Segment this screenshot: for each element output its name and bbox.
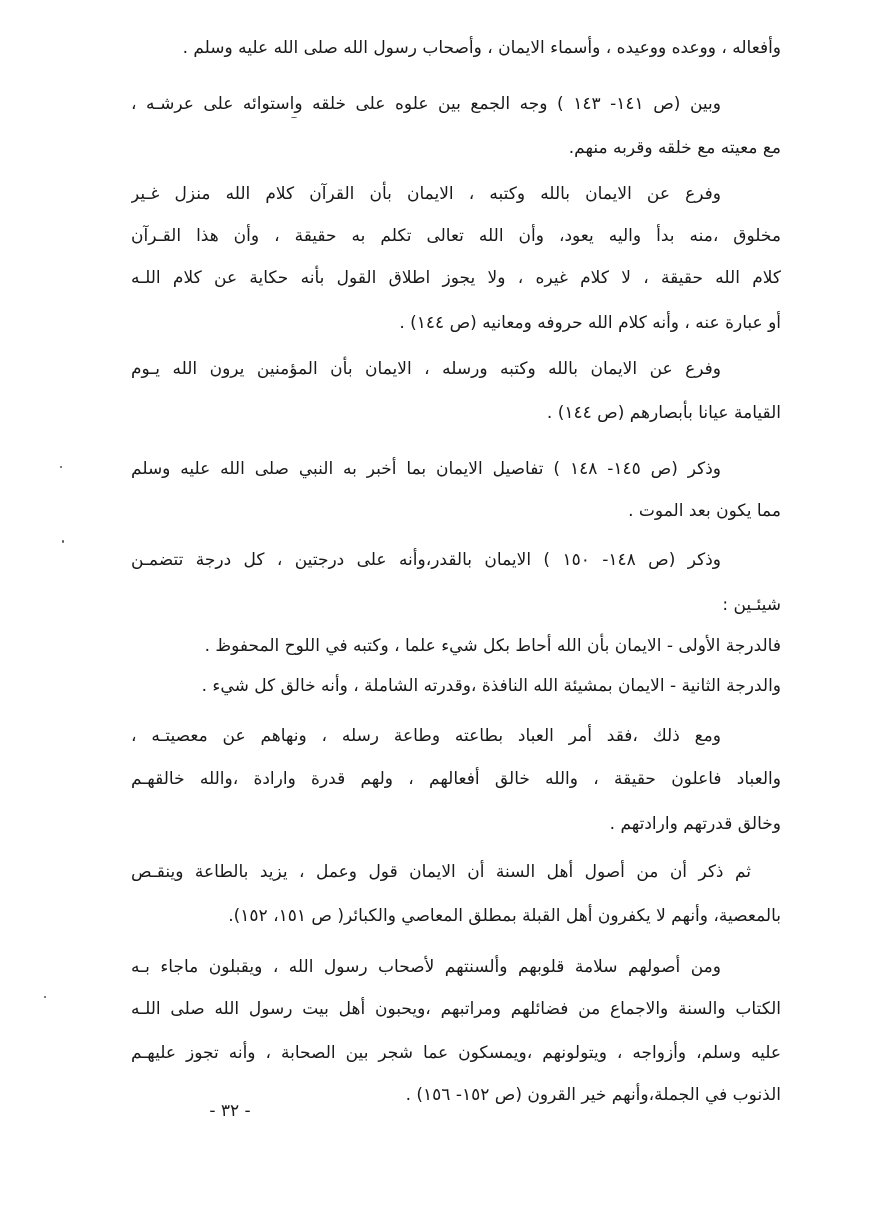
text-line-3: مع معيته مع خلقه وقربه منهم.	[568, 138, 781, 158]
text-line-20: بالمعصية، وأنهم لا يكفرون أهل القبلة بمطلق المعاصي والكبائر( ص ١٥١، ١٥٢).	[228, 906, 781, 926]
text-line-19: ثم ذكر أن من أصول أهل السنة أن الايمان قول وعمل ، يزيد بالطاعة وينقـص	[131, 862, 751, 882]
text-line-8: وفرع عن الايمان بالله وكتبه ورسله ، الايمان بأن المؤمنين يرون الله يـوم	[131, 359, 721, 379]
text-line-5: مخلوق ،منه بدأ واليه يعود، وأن الله تعالى تكلم به حقيقة ، وأن هذا القـرآن	[131, 226, 781, 246]
text-line-18: وخالق قدرتهم وارادتهم .	[609, 814, 781, 834]
text-line-13: شيئـين :	[722, 595, 781, 615]
text-line-2: وبين (ص ١٤١- ١٤٣ ) وجه الجمع بين علوه على خلقه واستوائه على عرشـه ،	[131, 94, 721, 114]
text-line-9: القيامة عيانا بأبصارهم (ص ١٤٤) .	[546, 403, 781, 423]
scan-speck	[44, 996, 46, 998]
text-line-21: ومن أصولهم سلامة قلوبهم وألسنتهم لأصحاب رسول الله ، ويقبلون ماجاء بـه	[131, 957, 721, 977]
text-line-1: وأفعاله ، ووعده ووعيده ، وأسماء الايمان ، وأصحاب رسول الله صلى الله عليه وسلم .	[182, 38, 781, 58]
scan-speck	[60, 466, 62, 468]
text-line-7: أو عبارة عنه ، وأنه كلام الله حروفه ومعانيه (ص ١٤٤) .	[399, 313, 781, 333]
text-line-6: كلام الله حقيقة ، لا كلام غيره ، ولا يجوز اطلاق القول بأنه حكاية عن كلام اللـه	[131, 268, 781, 288]
text-line-12: وذكر (ص ١٤٨- ١٥٠ ) الايمان بالقدر،وأنه على درجتين ، كل درجة تتضمـن	[131, 550, 721, 570]
scan-speck	[62, 540, 64, 543]
text-line-22: الكتاب والسنة والاجماع من فضائلهم ومراتبهم ،ويحبون أهل بيت رسول الله صلى اللـه	[131, 999, 781, 1019]
page-number: - ٣٢ -	[209, 1101, 251, 1121]
text-line-17: والعباد فاعلون حقيقة ، والله خالق أفعالهم ، ولهم قدرة وارادة ،والله خالقهـم	[131, 769, 781, 789]
text-line-4: وفرع عن الايمان بالله وكتبه ، الايمان بأن القرآن كلام الله منزل غـير	[131, 184, 721, 204]
text-line-14: فالدرجة الأولى - الايمان بأن الله أحاط بكل شيء علما ، وكتبه في اللوح المحفوظ .	[204, 636, 781, 656]
text-line-15: والدرجة الثانية - الايمان بمشيئة الله النافذة ،وقدرته الشاملة ، وأنه خالق كل شيء .	[201, 676, 781, 696]
text-line-11: مما يكون بعد الموت .	[628, 501, 781, 521]
text-line-16: ومع ذلك ،فقد أمر العباد بطاعته وطاعة رسله ، ونهاهم عن معصيتـه ،	[131, 726, 721, 746]
text-line-10: وذكر (ص ١٤٥- ١٤٨ ) تفاصيل الايمان بما أخبر به النبي صلى الله عليه وسلم	[131, 459, 721, 479]
text-line-24: الذنوب في الجملة،وأنهم خير القرون (ص ١٥٢- ١٥٦) .	[405, 1085, 781, 1105]
text-line-23: عليه وسلم، وأزواجه ، ويتولونهم ،ويمسكون عما شجر بين الصحابة ، وأنه تجوز عليهـم	[131, 1043, 781, 1063]
scan-speck	[291, 117, 297, 118]
